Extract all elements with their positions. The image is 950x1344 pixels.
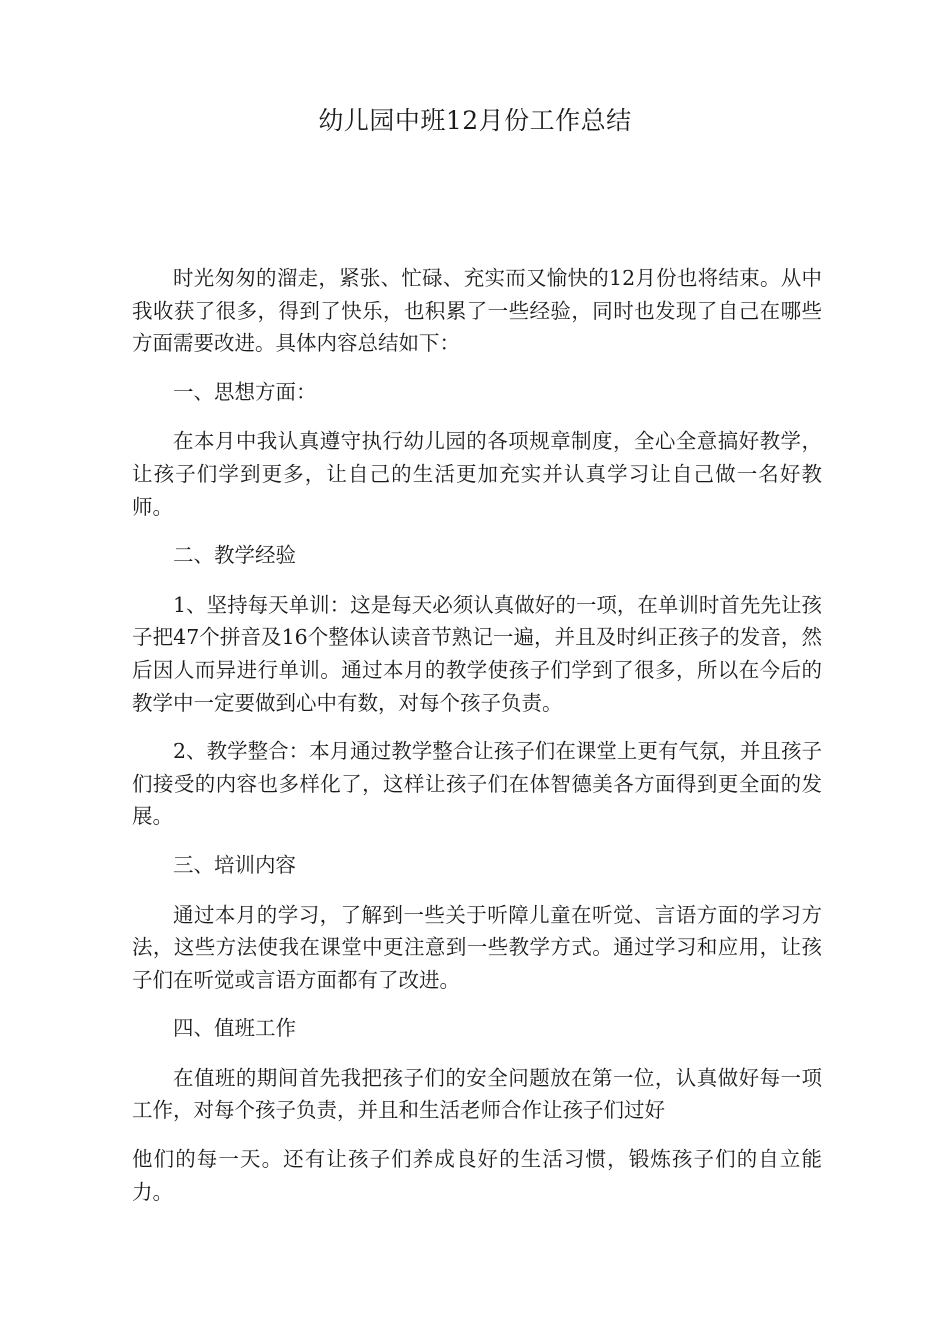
training-paragraph: 通过本月的学习，了解到一些关于听障儿童在听觉、言语方面的学习方法，这些方法使我在课堂中更注意到一些教学方式。通过学习和应用，让孩子们在听觉或言语方面都有了改进。 — [132, 902, 822, 992]
section-heading-teaching: 二、教学经验 — [173, 543, 296, 568]
duty-paragraph: 在值班的期间首先我把孩子们的安全问题放在第一位，认真做好每一项工作，对每个孩子负责，并且和生活老师合作让孩子们过好 — [132, 1065, 822, 1123]
document-body — [132, 262, 822, 1224]
section-heading-duty: 四、值班工作 — [173, 1016, 296, 1041]
duty-paragraph-continuation: 他们的每一天。还有让孩子们养成良好的生活习惯，锻炼孩子们的自立能力。 — [132, 1147, 822, 1204]
teaching-paragraph-2: 2、教学整合：本月通过教学整合让孩子们在课堂上更有气氛，并且孩子们接受的内容也多样化了，这样让孩子们在体智德美各方面得到更全面的发展。 — [132, 739, 822, 829]
section-heading-thought: 一、思想方面： — [173, 379, 317, 404]
document-title: 幼儿园中班12月份工作总结 — [318, 106, 632, 135]
section-heading-training: 三、培训内容 — [173, 852, 296, 877]
teaching-paragraph-1: 1、坚持每天单训：这是每天必须认真做好的一项，在单训时首先先让孩子把47个拼音及16个整体认读音节熟记一遍，并且及时纠正孩子的发音，然后因人而异进行单训。通过本月的教学使孩子们学到了很多，所以在今后的教学中一定要做到心中有数，对每个孩子负责。 — [132, 592, 822, 715]
thought-paragraph: 在本月中我认真遵守执行幼儿园的各项规章制度，全心全意搞好教学，让孩子们学到更多，让自己的生活更加充实并认真学习让自己做一名好教师。 — [132, 429, 822, 519]
intro-paragraph: 时光匆匆的溜走，紧张、忙碌、充实而又愉快的12月份也将结束。从中我收获了很多，得到了快乐，也积累了一些经验，同时也发现了自己在哪些方面需要改进。具体内容总结如下： — [132, 266, 822, 356]
